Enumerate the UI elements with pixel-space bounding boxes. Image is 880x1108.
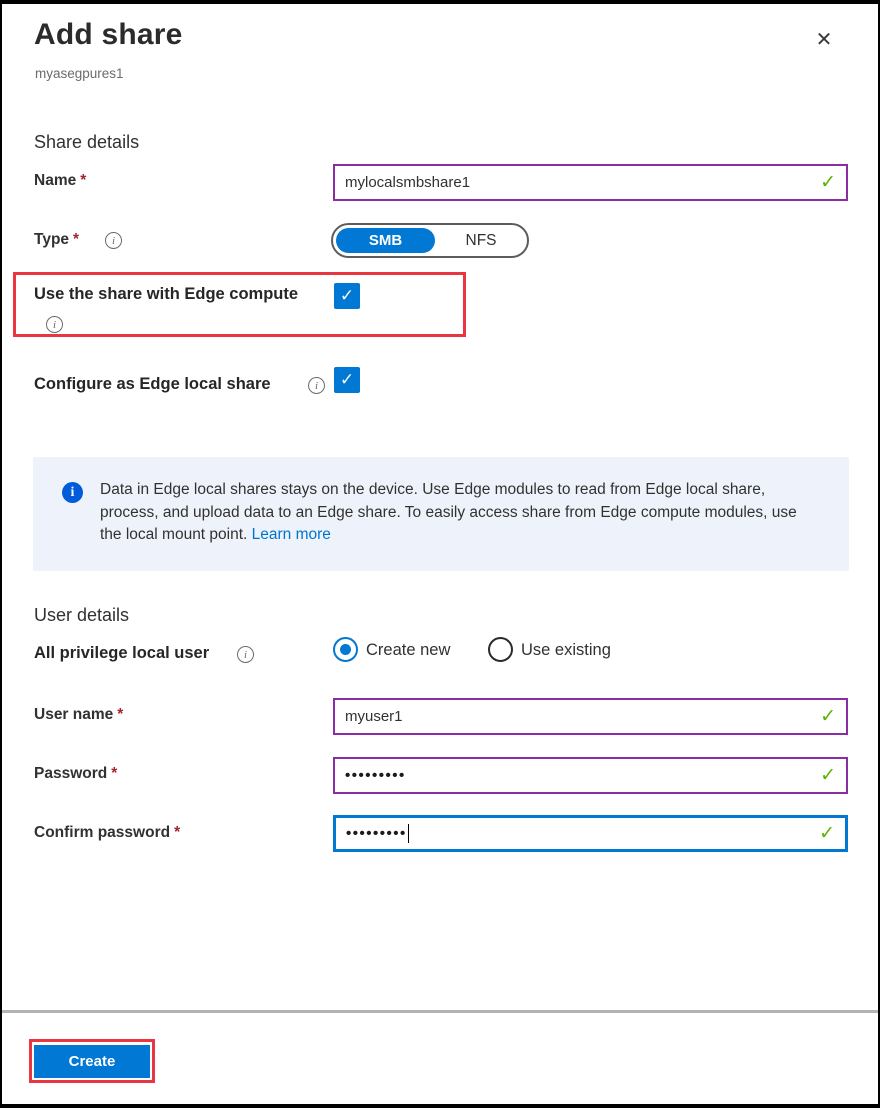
password-input[interactable]: [333, 757, 848, 794]
type-label: Type *: [34, 231, 80, 248]
create-button[interactable]: Create: [34, 1045, 150, 1078]
toggle-option-smb[interactable]: SMB: [336, 228, 435, 253]
required-asterisk: *: [73, 231, 80, 248]
required-asterisk: *: [117, 706, 124, 723]
name-input-value: mylocalsmbshare1: [345, 174, 471, 191]
required-asterisk: *: [111, 765, 118, 782]
share-details-heading: Share details: [34, 132, 140, 152]
checkmark-icon: ✓: [339, 286, 355, 305]
confirm-password-label: Confirm password *: [34, 824, 181, 841]
required-asterisk: *: [174, 824, 181, 841]
radio-selected-dot: [340, 644, 351, 655]
checkmark-icon: ✓: [339, 370, 355, 389]
footer-divider: [2, 1010, 878, 1013]
radio-create-new-label[interactable]: Create new: [366, 641, 451, 659]
edge-local-share-checkbox[interactable]: [334, 367, 360, 393]
name-label: Name *: [34, 172, 87, 189]
privilege-user-label: All privilege local user: [34, 644, 210, 662]
user-name-label: User name *: [34, 706, 124, 723]
close-icon[interactable]: ✕: [808, 24, 840, 56]
edge-local-share-label: Configure as Edge local share: [34, 375, 271, 393]
password-label: Password *: [34, 765, 118, 782]
required-asterisk: *: [80, 172, 87, 189]
share-type-toggle: [331, 223, 529, 258]
password-input-value: •••••••••: [345, 767, 406, 784]
type-info-icon[interactable]: i: [105, 232, 122, 249]
radio-create-new[interactable]: [333, 637, 358, 662]
highlight-box-edge-compute: [13, 272, 466, 337]
learn-more-link[interactable]: Learn more: [251, 526, 331, 543]
edge-local-share-info-icon[interactable]: i: [308, 377, 325, 394]
radio-use-existing[interactable]: [488, 637, 513, 662]
user-name-input-value: myuser1: [345, 708, 403, 725]
radio-use-existing-label[interactable]: Use existing: [521, 641, 611, 659]
page-title: Add share: [34, 18, 183, 51]
valid-check-icon: ✓: [820, 706, 836, 727]
valid-check-icon: ✓: [819, 823, 835, 844]
valid-check-icon: ✓: [820, 765, 836, 786]
edge-compute-info-icon[interactable]: i: [46, 316, 63, 333]
device-name-subtitle: myasegpures1: [35, 66, 124, 81]
info-banner-text: Data in Edge local shares stays on the device. Use Edge modules to read from Edge local share, process, and upload data to an Edge share. To easily access share from Edge compute modules, use the local mount point. Learn more: [100, 481, 797, 543]
privilege-user-info-icon[interactable]: i: [237, 646, 254, 663]
name-input[interactable]: [333, 164, 848, 201]
valid-check-icon: ✓: [820, 172, 836, 193]
user-details-heading: User details: [34, 605, 130, 625]
user-name-input[interactable]: [333, 698, 848, 735]
info-banner-icon: i: [62, 482, 83, 503]
confirm-password-input[interactable]: [333, 815, 848, 852]
edge-compute-label: Use the share with Edge compute: [34, 285, 299, 303]
toggle-option-nfs[interactable]: NFS: [465, 231, 497, 249]
edge-compute-checkbox[interactable]: [334, 283, 360, 309]
confirm-password-input-value: •••••••••: [346, 825, 407, 842]
text-cursor: [408, 824, 409, 843]
